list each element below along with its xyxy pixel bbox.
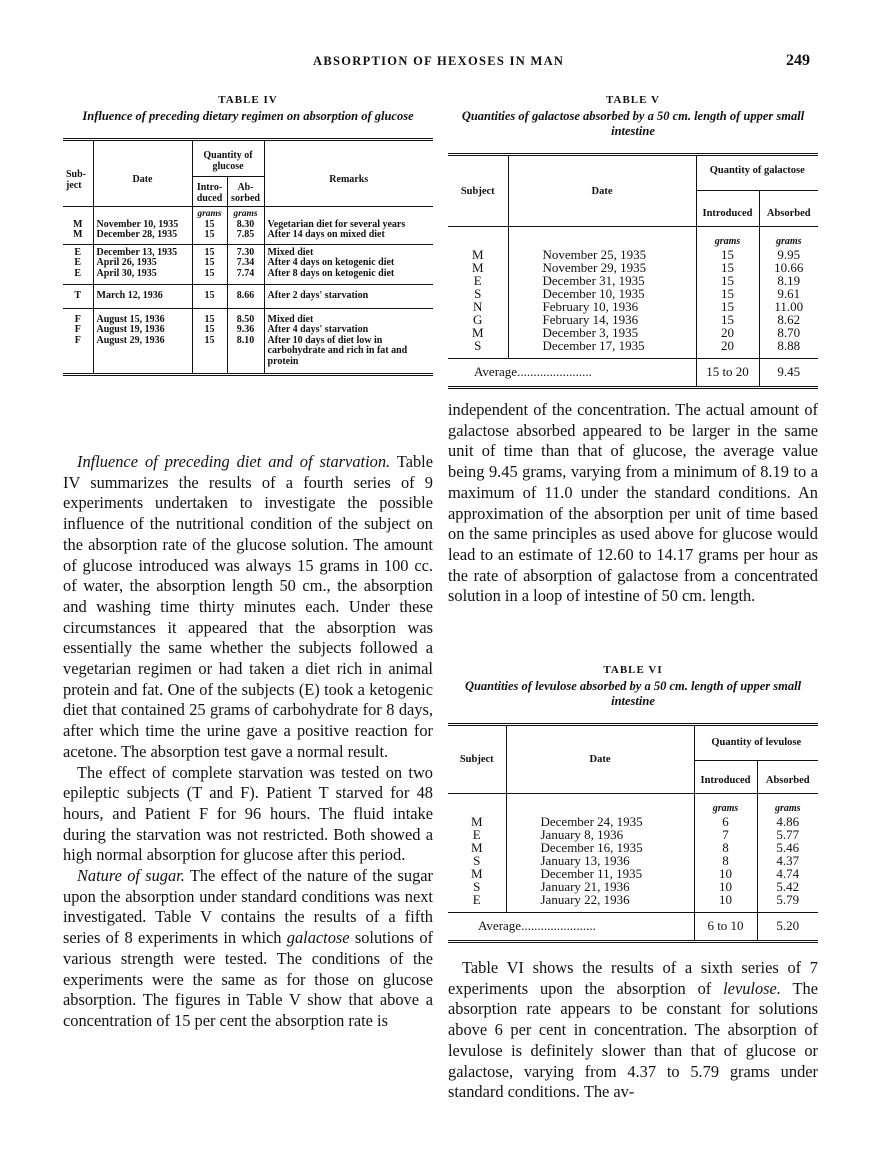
cell-absorbed: 8.70 (777, 325, 801, 340)
table-v (448, 153, 818, 389)
cell-absorbed: 7.34 (227, 258, 264, 269)
cell-introduced: 15 (696, 274, 759, 287)
header-absorbed: Absorbed (765, 775, 810, 786)
cell-introduced: 10 (694, 880, 757, 893)
unit-introduced: grams (696, 227, 759, 249)
cell-absorbed: 8.50 (227, 308, 264, 325)
cell-absorbed: 10.66 (774, 260, 804, 275)
cell-remarks: After 10 days of diet low in carbohydrate and rich in fat and protein (267, 334, 408, 367)
cell-introduced: 15 (192, 269, 227, 285)
header-remarks: Remarks (329, 174, 369, 186)
cell-date: January 21, 1936 (506, 880, 694, 893)
table-row (63, 269, 433, 285)
table-iv-label: TABLE IV (218, 94, 278, 106)
cell-absorbed: 8.66 (227, 285, 264, 309)
cell-date: March 12, 1936 (93, 285, 192, 309)
unit-absorbed: grams (775, 236, 802, 247)
average-introduced: 6 to 10 (694, 913, 757, 942)
average-row (448, 359, 818, 388)
table-row (63, 285, 433, 309)
table-vi-body (448, 794, 818, 913)
table-row (448, 841, 818, 854)
cell-subject: G (448, 313, 508, 326)
cell-subject: M (448, 867, 506, 880)
cell-remarks: After 2 days' starvation (267, 290, 369, 301)
cell-introduced: 15 (696, 248, 759, 261)
cell-introduced: 15 (192, 258, 227, 269)
cell-subject: E (448, 828, 506, 841)
cell-introduced: 15 (192, 336, 227, 375)
cell-date: December 16, 1935 (506, 841, 694, 854)
average-absorbed: 9.45 (777, 364, 801, 379)
cell-absorbed: 4.37 (776, 853, 800, 868)
unit-absorbed: grams (227, 207, 264, 220)
cell-absorbed: 8.10 (227, 336, 264, 375)
cell-subject: S (448, 287, 508, 300)
cell-absorbed: 4.86 (776, 814, 800, 829)
cell-subject: E (63, 269, 93, 285)
header-date: Date (508, 155, 696, 227)
cell-subject: M (448, 326, 508, 339)
table-row (448, 880, 818, 893)
table-iv (63, 138, 433, 376)
header-introduced: Introduced (696, 191, 759, 227)
header-absorbed: Ab-sorbed (227, 177, 264, 207)
cell-introduced: 20 (696, 339, 759, 359)
table-iv-caption: Influence of preceding dietary regimen on absorption of glucose (82, 109, 414, 123)
running-title: ABSORPTION OF HEXOSES IN MAN (313, 54, 565, 68)
header-quantity: Quantity of galactose (696, 155, 818, 191)
table-row (448, 867, 818, 880)
cell-absorbed: 5.77 (776, 827, 800, 842)
unit-introduced: grams (694, 794, 757, 816)
cell-absorbed: 8.88 (777, 338, 801, 353)
cell-date: December 31, 1935 (508, 274, 696, 287)
cell-subject: S (448, 339, 508, 359)
table-row (63, 325, 433, 336)
right-column-text-top (448, 400, 818, 607)
cell-date: December 28, 1935 (93, 230, 192, 244)
table-v-body (448, 227, 818, 359)
average-label: Average....................... (448, 913, 694, 942)
header-introduced: Introduced (694, 761, 757, 794)
cell-subject: M (448, 841, 506, 854)
cell-introduced: 7 (694, 828, 757, 841)
cell-introduced: 15 (192, 230, 227, 244)
cell-date: January 8, 1936 (506, 828, 694, 841)
cell-date: December 24, 1935 (506, 815, 694, 828)
cell-date: August 15, 1936 (93, 308, 192, 325)
cell-introduced: 15 (192, 325, 227, 336)
header-quantity: Quantity of levulose (694, 725, 818, 761)
cell-introduced: 15 (696, 300, 759, 313)
cell-date: April 26, 1935 (93, 258, 192, 269)
header-absorbed: Absorbed (766, 208, 811, 219)
cell-subject: F (63, 336, 93, 375)
table-row (63, 258, 433, 269)
cell-date: February 14, 1936 (508, 313, 696, 326)
table-row (63, 336, 433, 375)
left-column-text (63, 452, 433, 1032)
cell-absorbed: 7.74 (227, 269, 264, 285)
cell-absorbed: 9.61 (777, 286, 801, 301)
cell-subject: M (63, 230, 93, 244)
cell-date: December 13, 1935 (93, 244, 192, 258)
cell-absorbed: 4.74 (776, 866, 800, 881)
section-heading-diet: Influence of preceding diet and of starvation. (77, 452, 391, 471)
cell-date: December 3, 1935 (508, 326, 696, 339)
cell-date: January 22, 1936 (506, 893, 694, 913)
cell-subject: E (448, 893, 506, 913)
paragraph-text: Table IV summarizes the results of a fourth series of 9 experiments undertaken to investigate the possible influence of the nutritional condition of the subject on the absorption rate of the glucose solution. The amount of glucose introduced was always 15 grams in 100 cc. of water, the absorption length 50 cm., the absorption and washing time thirty minutes each. Under these circumstances it appeared that the absorption was essentially the same whether the subjects followed a vegetarian regimen or had taken a diet rich in animal protein and fat. One of the subjects (E) took a ketogenic diet that contained 25 grams of carbohydrate for 8 days, after which time the urine gave a positive reaction for acetone. The absorption test gave a normal result. (63, 452, 433, 761)
cell-subject: E (63, 258, 93, 269)
cell-subject: S (448, 880, 506, 893)
paragraph-text: The effect of the nature of the sugar upon the absorption under standard conditions was next investigated. Table V contains the results of a fifth series of 8 experiments in which (63, 866, 433, 948)
cell-absorbed: 5.42 (776, 879, 800, 894)
cell-absorbed: 5.79 (776, 892, 800, 907)
cell-absorbed: 8.30 (227, 220, 264, 231)
cell-subject: N (448, 300, 508, 313)
cell-introduced: 15 (696, 313, 759, 326)
average-introduced: 15 to 20 (696, 359, 759, 388)
table-row (448, 815, 818, 828)
header-quantity: Quantity of glucose (192, 140, 264, 177)
cell-subject: E (63, 244, 93, 258)
cell-introduced: 10 (694, 893, 757, 913)
cell-date: April 30, 1935 (93, 269, 192, 285)
header-subject: Subject (448, 725, 506, 794)
cell-subject: M (448, 261, 508, 274)
cell-absorbed: 7.85 (227, 230, 264, 244)
table-row (448, 893, 818, 913)
cell-remarks: Vegetarian diet for several years (267, 218, 406, 230)
cell-introduced: 20 (696, 326, 759, 339)
cell-date: November 29, 1935 (508, 261, 696, 274)
paragraph-text: independent of the concentration. The actual amount of galactose absorbed appeared to be larger in the same unit of time than that of glucose, the average value being 9.45 grams, varying from a minimum of 8.19 to a maximum of 11.0 under the standard conditions. An approximation of the absorption per unit of time based on the same principles as used above for glucose would lead to an estimate of 12.60 to 14.17 grams per hour as the rate of absorption of galactose from a concentrated solution in a loop of intestine of 50 cm. length. (448, 400, 818, 606)
header-subject: Sub-ject (63, 140, 93, 207)
paragraph-text: The effect of complete starvation was tested on two epileptic subjects (T and F). Patient T starved for 48 hours, and Patient F for 96 hours. The fluid intake during the starvation was not restricted. Both showed a high normal absorption for glucose after this period. (63, 762, 433, 865)
paragraph-text: solutions of various strength were tested. The conditions of the experiments were the same as for those on glucose absorption. The figures in Table V show that above a concentration of 15 per cent the absorption rate is (63, 928, 433, 1030)
cell-remarks: Mixed diet (267, 313, 314, 325)
average-row (448, 913, 818, 942)
table-vi-label: TABLE VI (603, 664, 663, 676)
cell-subject: F (63, 308, 93, 325)
cell-absorbed: 7.30 (227, 244, 264, 258)
table-vi-caption: Quantities of levulose absorbed by a 50 cm. length of upper small intestine (464, 679, 802, 708)
table-row (448, 339, 818, 359)
cell-absorbed: 9.36 (227, 325, 264, 336)
table-row (63, 308, 433, 325)
table-v-label: TABLE V (606, 94, 660, 106)
table-v-caption: Quantities of galactose absorbed by a 50 cm. length of upper small intestine (461, 109, 805, 138)
cell-introduced: 15 (192, 220, 227, 231)
cell-introduced: 15 (192, 285, 227, 309)
cell-absorbed: 9.95 (777, 247, 801, 262)
cell-date: December 10, 1935 (508, 287, 696, 300)
cell-date: February 10, 1936 (508, 300, 696, 313)
table-row (63, 244, 433, 258)
header-subject: Subject (448, 155, 508, 227)
cell-remarks: Mixed diet (267, 246, 314, 258)
table-iv-block (63, 94, 433, 376)
section-heading-sugar: Nature of sugar. (77, 866, 185, 886)
cell-subject: M (63, 220, 93, 231)
cell-introduced: 15 (696, 287, 759, 300)
header-introduced: Intro-duced (192, 177, 227, 207)
cell-introduced: 15 (192, 244, 227, 258)
page-number: 249 (786, 52, 810, 69)
cell-absorbed: 11.00 (774, 299, 804, 314)
unit-introduced: grams (192, 207, 227, 220)
cell-introduced: 15 (696, 261, 759, 274)
table-vi-block (448, 664, 818, 943)
paragraph-text: Table VI shows the results of a sixth series of 7 experiments upon the absorption of (448, 958, 818, 998)
cell-absorbed: 8.62 (777, 312, 801, 327)
cell-date: August 29, 1936 (93, 336, 192, 375)
cell-subject: F (63, 325, 93, 336)
paragraph-text: The absorption rate appears to be constant for solutions above 6 per cent in concentration. The absorption of levulose is definitely slower than that of glucose or galactose, varying from 4.37 to 5.79 grams under standard conditions. The av- (448, 978, 818, 1102)
table-vi (448, 723, 818, 943)
average-absorbed: 5.20 (776, 918, 800, 933)
cell-subject: T (63, 285, 93, 309)
cell-introduced: 6 (694, 815, 757, 828)
cell-subject: S (448, 854, 506, 867)
cell-date: December 11, 1935 (506, 867, 694, 880)
unit-absorbed: grams (774, 803, 801, 814)
cell-introduced: 10 (694, 867, 757, 880)
table-v-block (448, 94, 818, 389)
cell-introduced: 15 (192, 308, 227, 325)
cell-remarks: After 4 days' starvation (267, 324, 369, 335)
right-column-text-bottom (448, 958, 818, 1103)
cell-remarks: After 14 days on mixed diet (267, 229, 385, 240)
cell-absorbed: 5.46 (776, 840, 800, 855)
table-row (63, 230, 433, 244)
header-date: Date (93, 140, 192, 207)
cell-date: August 19, 1936 (93, 325, 192, 336)
cell-date: November 10, 1935 (93, 220, 192, 231)
average-label: Average....................... (448, 359, 696, 388)
cell-subject: M (448, 248, 508, 261)
cell-date: January 13, 1936 (506, 854, 694, 867)
italic-term: galactose (286, 928, 350, 948)
cell-introduced: 8 (694, 841, 757, 854)
italic-term: levulose. (723, 978, 781, 998)
cell-date: November 25, 1935 (508, 248, 696, 261)
cell-date: December 17, 1935 (508, 339, 696, 359)
cell-remarks: After 4 days on ketogenic diet (267, 257, 395, 268)
page-header (0, 54, 890, 74)
cell-introduced: 8 (694, 854, 757, 867)
cell-subject: E (448, 274, 508, 287)
cell-remarks: After 8 days on ketogenic diet (267, 267, 395, 279)
cell-subject: M (448, 815, 506, 828)
header-date: Date (506, 725, 694, 794)
cell-absorbed: 8.19 (777, 273, 801, 288)
